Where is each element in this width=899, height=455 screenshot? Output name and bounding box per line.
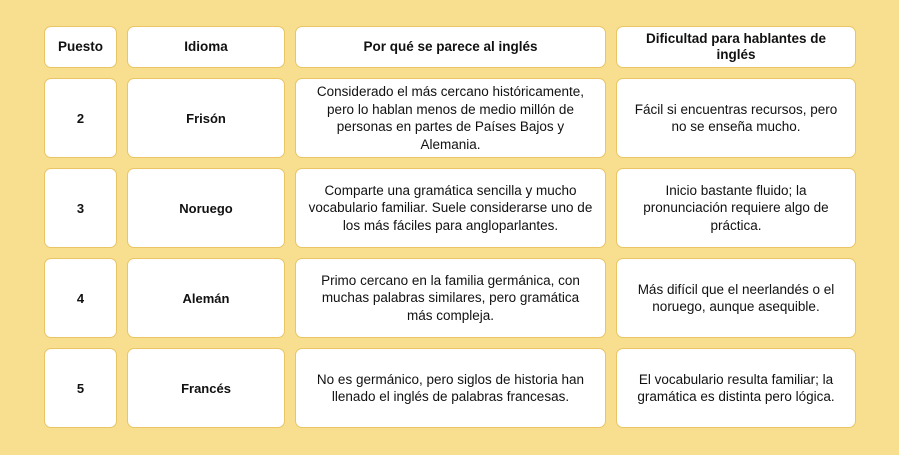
difficulty-cell: Inicio bastante fluido; la pronunciación requiere algo de práctica. [616, 168, 856, 248]
language-cell: Francés [127, 348, 285, 428]
language-comparison-table [44, 26, 856, 428]
header-language: Idioma [127, 26, 285, 68]
rank-cell: 2 [44, 78, 117, 158]
language-cell: Noruego [127, 168, 285, 248]
rank-cell: 5 [44, 348, 117, 428]
reason-cell: Comparte una gramática sencilla y mucho vocabulario familiar. Suele considerarse uno de los más fáciles para angloparlantes. [295, 168, 606, 248]
rank-cell: 3 [44, 168, 117, 248]
difficulty-cell: Más difícil que el neerlandés o el noruego, aunque asequible. [616, 258, 856, 338]
reason-cell: No es germánico, pero siglos de historia han llenado el inglés de palabras francesas. [295, 348, 606, 428]
language-cell: Alemán [127, 258, 285, 338]
reason-cell: Primo cercano en la familia germánica, con muchas palabras similares, pero gramática más compleja. [295, 258, 606, 338]
header-reason: Por qué se parece al inglés [295, 26, 606, 68]
difficulty-cell: El vocabulario resulta familiar; la gramática es distinta pero lógica. [616, 348, 856, 428]
language-cell: Frisón [127, 78, 285, 158]
header-difficulty: Dificultad para hablantes de inglés [616, 26, 856, 68]
rank-cell: 4 [44, 258, 117, 338]
header-rank: Puesto [44, 26, 117, 68]
difficulty-cell: Fácil si encuentras recursos, pero no se enseña mucho. [616, 78, 856, 158]
reason-cell: Considerado el más cercano históricamente, pero lo hablan menos de medio millón de personas en partes de Países Bajos y Alemania. [295, 78, 606, 158]
